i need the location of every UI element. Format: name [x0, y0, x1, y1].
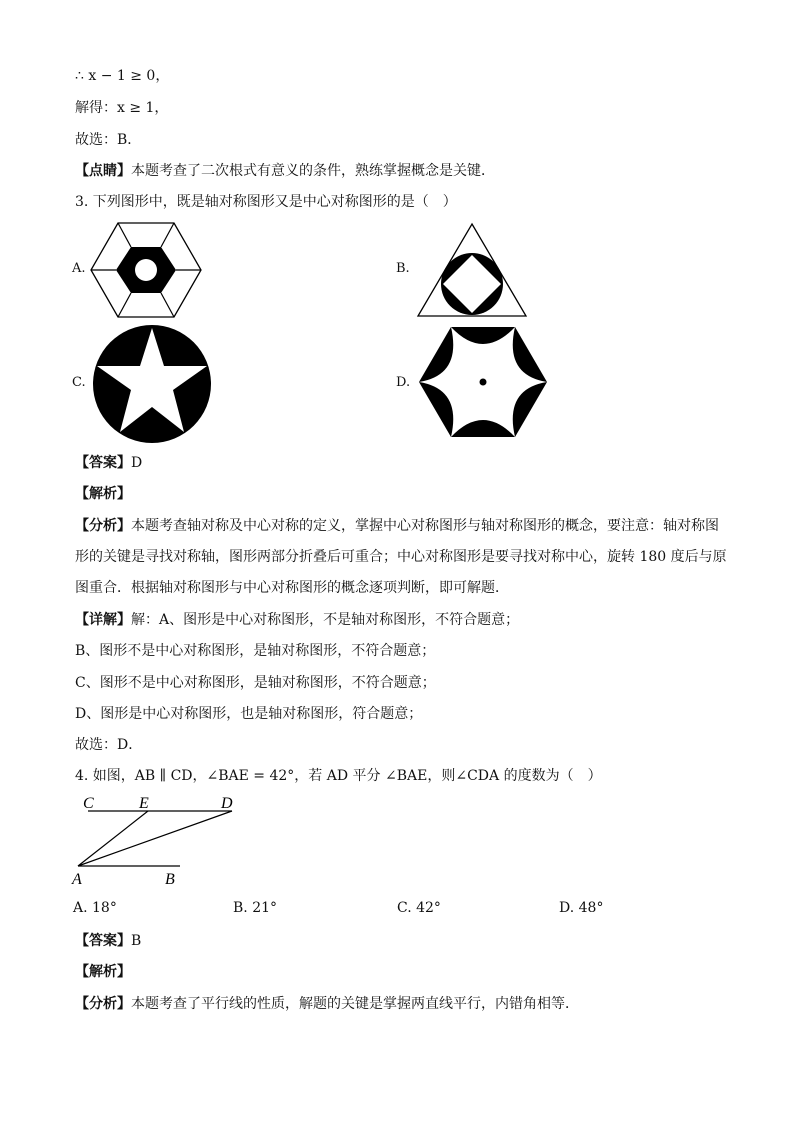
fenxi-4-tag: 【分析】: [75, 996, 131, 1012]
jiexi-4-tag: 【解析】: [75, 964, 131, 980]
jiexi-3-tag: 【解析】: [75, 486, 131, 502]
answer-4: [75, 931, 141, 951]
xiangjie-tag: 【详解】: [75, 612, 131, 628]
answer-4-value: B: [131, 933, 142, 949]
figure-3d: [418, 326, 548, 438]
fenxi-4-line: [75, 994, 579, 1014]
question-4: 4. 如图，AB ∥ CD，∠BAE = 42°，若 AD 平分 ∠BAE，则∠CDA 的度数为（ ）: [75, 768, 602, 784]
figure-3a: [90, 220, 202, 320]
line-condition: ∴ x − 1 ≥ 0，: [75, 68, 170, 84]
option-3c-label: C.: [72, 375, 86, 390]
option-4b: B. 21°: [233, 900, 278, 916]
fenxi-3-line-3: 图重合．根据轴对称图形与中心对称图形的概念逐项判断，即可解题．: [75, 580, 509, 596]
figure-3c: [92, 324, 212, 444]
note-tag: 【点睛】: [75, 163, 131, 179]
xiangjie-line-1: [75, 610, 519, 630]
label-b: B: [165, 871, 175, 888]
xiangjie-line-4: D、图形是中心对称图形，也是轴对称图形，符合题意；: [75, 706, 423, 722]
option-4c: C. 42°: [397, 900, 441, 916]
figure-3b: [416, 222, 528, 318]
fenxi-3-tag: 【分析】: [75, 518, 131, 534]
answer-4-tag: 【答案】: [75, 933, 131, 949]
label-c: C: [83, 795, 94, 812]
xiangjie-text-a: 解：A、图形是中心对称图形，不是轴对称图形，不符合题意；: [131, 612, 520, 628]
question-3: 3. 下列图形中，既是轴对称图形又是中心对称图形的是（ ）: [75, 194, 457, 210]
option-3a-label: A.: [72, 261, 86, 276]
line-choose-b: 故选：B．: [75, 132, 142, 148]
option-4a: A. 18°: [73, 900, 117, 916]
xiangjie-line-2: B、图形不是中心对称图形，是轴对称图形，不符合题意；: [75, 643, 436, 659]
figure-4: [70, 792, 245, 887]
option-3b-label: B.: [396, 261, 410, 276]
note-text: 本题考查了二次根式有意义的条件，熟练掌握概念是关键．: [131, 163, 495, 179]
choose-d: 故选：D．: [75, 737, 143, 753]
fenxi-4-text: 本题考查了平行线的性质，解题的关键是掌握两直线平行，内错角相等．: [131, 996, 579, 1012]
line-note: [75, 161, 495, 181]
label-e: E: [139, 795, 149, 812]
option-4d: D. 48°: [559, 900, 604, 916]
fenxi-3-line-1: [75, 516, 719, 536]
fenxi-3-text-a: 本题考查轴对称及中心对称的定义，掌握中心对称图形与轴对称图形的概念，要注意：轴对称图: [131, 518, 719, 534]
line-solve: 解得：x ≥ 1，: [75, 100, 169, 116]
answer-3-tag: 【答案】: [75, 455, 131, 471]
fenxi-3-line-2: 形的关键是寻找对称轴，图形两部分折叠后可重合；中心对称图形是要寻找对称中心，旋转 180 度后与原: [75, 549, 727, 565]
label-a: A: [72, 871, 82, 888]
answer-3: [75, 453, 142, 473]
label-d: D: [221, 795, 233, 812]
option-3d-label: D.: [396, 375, 411, 390]
answer-3-value: D: [131, 455, 143, 471]
xiangjie-line-3: C、图形不是中心对称图形，是轴对称图形，不符合题意；: [75, 675, 436, 691]
